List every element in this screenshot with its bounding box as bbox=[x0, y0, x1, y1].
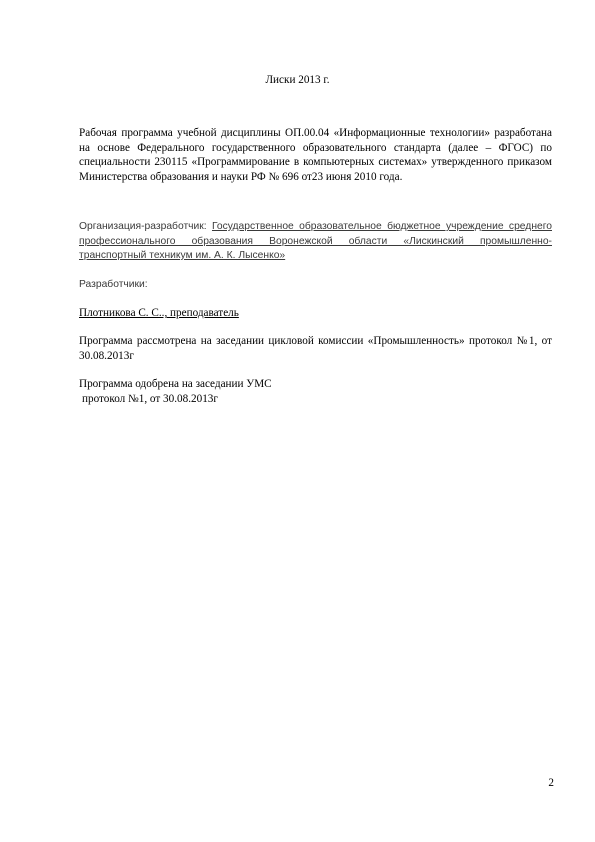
page-number: 2 bbox=[548, 777, 554, 789]
review-paragraph: Программа рассмотрена на заседании цикловой комиссии «Промышленность» протокол №1, от 30.08.2013г bbox=[79, 335, 552, 362]
organization-name-link[interactable]: Государственное образовательное бюджетное учреждение среднего профессионального образования Воронежской области «Лискинский промышленно-транспортный техникум им. А. К. Лысенко» bbox=[79, 221, 552, 261]
organization-paragraph bbox=[79, 220, 552, 264]
approval-line-2: протокол №1, от 30.08.2013г bbox=[82, 392, 218, 405]
developers-label: Разработчики: bbox=[79, 279, 148, 290]
organization-label: Организация-разработчик: bbox=[79, 221, 212, 232]
program-description: Рабочая программа учебной дисциплины ОП.00.04 «Информационные технологии» разработана на основе Федерального государственного образовательного стандарта (далее – ФГОС) по специальности 230115 «Программирование в компьютерных системах» утвержденного приказом Министерства образования и науки РФ № 696 от23 июня 2010 года. bbox=[79, 127, 552, 183]
developer-name: Плотникова С. С.., преподаватель bbox=[79, 307, 239, 319]
approval-line-1: Программа одобрена на заседании УМС bbox=[79, 378, 272, 390]
city-year: Лиски 2013 г. bbox=[265, 74, 330, 86]
approval-paragraph bbox=[79, 377, 552, 406]
